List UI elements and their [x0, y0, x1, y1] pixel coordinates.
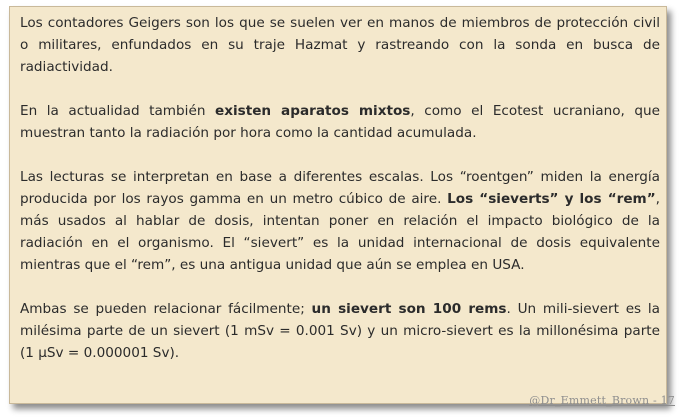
- paragraph-text: . Un mili-sievert es la milésima parte de un sievert (1 mSv = 0.001 Sv) y un micro-sievert es la millonésima parte (1 µSv = 0.000001 Sv).: [20, 301, 660, 361]
- bold-text: un sievert son 100 rems: [311, 301, 507, 317]
- paragraph-text: En la actualidad también: [20, 103, 215, 119]
- bold-text: Los “sieverts” y los “rem”: [447, 191, 656, 207]
- paragraph-text: Ambas se pueden relacionar fácilmente;: [20, 301, 312, 317]
- paragraph-text: , como el Ecotest ucraniano, que muestran tanto la radiación por hora como la cantidad acumulada.: [20, 103, 660, 141]
- text-panel: [9, 6, 667, 404]
- paragraph-text: Las lecturas se interpretan en base a diferentes escalas. Los “roentgen” miden la energía producida por los rayos gamma en un metro cúbico de aire.: [20, 169, 660, 207]
- paragraph-geiger: [20, 12, 660, 78]
- paragraph-conversion: [20, 298, 660, 364]
- paragraph-text: , más usados al hablar de dosis, intentan poner en relación el impacto biológico de la radiación en el organismo. El “sievert” es la unidad internacional de dosis equivalente mientras que el “rem”, es una antigua unidad que aún se emplea en USA.: [20, 191, 660, 273]
- article-text: [20, 12, 660, 364]
- paragraph-scales: [20, 166, 660, 276]
- paragraph-mixed-devices: [20, 100, 660, 144]
- watermark: @Dr_Emmett_Brown - 17: [529, 394, 675, 407]
- paragraph-text: Los contadores Geigers son los que se suelen ver en manos de miembros de protección civil o militares, enfundados en su traje Hazmat y rastreando con la sonda en busca de radiactividad.: [20, 15, 660, 75]
- bold-text: existen aparatos mixtos: [214, 103, 411, 119]
